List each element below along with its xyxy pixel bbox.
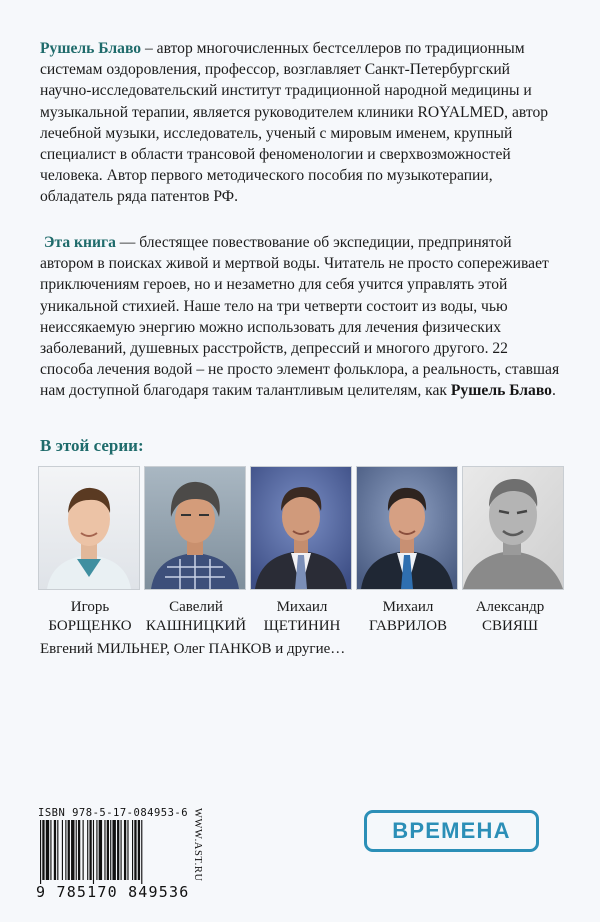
author-photo-5 <box>462 466 564 590</box>
barcode-bar <box>96 820 97 880</box>
barcode-bar <box>42 820 44 880</box>
barcode-bar <box>68 820 70 880</box>
barcode-bar <box>104 820 105 880</box>
series-author-4-last: ГАВРИЛОВ <box>368 618 448 634</box>
series-author-3-last: ЩЕТИНИН <box>263 618 341 634</box>
barcode-digits: 9 785170 849536 <box>36 883 190 901</box>
barcode-bar <box>124 820 126 880</box>
barcode-bar <box>89 820 91 880</box>
series-author-4-first: Михаил <box>382 599 434 615</box>
book-description-text: — блестящее повествование об экспедиции, предпринятой автором в поисках живой и мертвой воды. Читатель не просто сопереживает приключениям героев, но и незаметно для себя учится управлять этой уникальной стихией. Наше тело на три четверти состоит из воды, чью неиссякаемую энергию можно использовать для лечения физических заболеваний, душевных расстройств, депрессий и многого другого. 22 способа лечения водой – не просто элемент фольклора, а реальность, ставшая нам доступной благодаря таким талантливым целителям, как <box>40 234 560 400</box>
author-name: Рушель Блаво <box>40 40 142 57</box>
barcode-bar <box>121 820 122 880</box>
barcode-bar <box>87 820 88 880</box>
barcode-bar <box>127 820 128 880</box>
barcode-bar <box>107 820 109 880</box>
series-title: В этой серии: <box>40 436 144 455</box>
author-photo-3 <box>250 466 352 590</box>
barcode-bar <box>71 820 74 880</box>
series-author-1-first: Игорь <box>70 599 110 615</box>
barcode-bar <box>99 820 102 880</box>
barcode-bar <box>141 820 142 884</box>
series-author-2-last: КАШНИЦКИЙ <box>145 618 247 634</box>
author-photo-1 <box>38 466 140 590</box>
series-author-2-first: Савелий <box>169 599 223 615</box>
series-author-1 <box>30 598 150 636</box>
barcode-bar <box>132 820 133 880</box>
series-author-names <box>30 598 570 642</box>
website-url: WWW.AST.RU <box>192 808 203 882</box>
barcode-bar <box>65 820 66 880</box>
barcode-bar <box>54 820 56 880</box>
barcode-bar <box>57 820 58 880</box>
series-author-5-last: СВИЯШ <box>482 618 538 634</box>
publisher-logo: ВРЕМЕНА <box>364 810 539 852</box>
barcode-bar <box>93 820 94 884</box>
barcode <box>36 820 186 884</box>
barcode-bar <box>46 820 49 880</box>
barcode-bar <box>50 820 51 880</box>
series-author-3-first: Михаил <box>276 599 328 615</box>
book-description-paragraph <box>40 232 560 402</box>
book-lead: Эта книга <box>43 234 116 251</box>
author-photo-4 <box>356 466 458 590</box>
series-author-5-first: Александр <box>475 599 545 615</box>
author-bio-text: – автор многочисленных бестселлеров по традиционным системам оздоровления, профессор, возглавляет Санкт-Петербургский научно-исследовательский институт традиционной народной медицины и музыкальной терапии, является руководителем клиники ROYALMED, автор лечебной музыки, исследователь, ученый с мировым именем, крупный специалист в области трансовой феноменологии и сверхвозможностей человека. Автор первого методического пособия по музыкотерапии, обладатель ряда патентов РФ. <box>40 40 549 206</box>
author-name-inline: Рушель Блаво <box>450 382 552 400</box>
barcode-bar <box>83 820 84 880</box>
barcode-bar <box>138 820 140 880</box>
series-author-3 <box>242 598 362 636</box>
barcode-bar <box>78 820 80 880</box>
barcode-bar <box>62 820 63 880</box>
barcode-bar <box>112 820 115 880</box>
author-photo-2 <box>144 466 246 590</box>
barcode-bar <box>117 820 119 880</box>
series-author-1-last: БОРЩЕНКО <box>48 618 132 634</box>
other-authors: Евгений МИЛЬНЕР, Олег ПАНКОВ и другие… <box>40 641 346 657</box>
series-author-5 <box>450 598 570 636</box>
barcode-bar <box>134 820 136 880</box>
author-photo-strip <box>38 466 562 590</box>
author-bio-paragraph <box>40 38 560 208</box>
barcode-bar <box>40 820 41 884</box>
book-description-end: . <box>551 382 556 400</box>
barcode-bar <box>76 820 77 880</box>
series-author-2 <box>136 598 256 636</box>
isbn-label: ISBN 978-5-17-084953-6 <box>38 807 189 819</box>
barcode-bar <box>110 820 111 880</box>
